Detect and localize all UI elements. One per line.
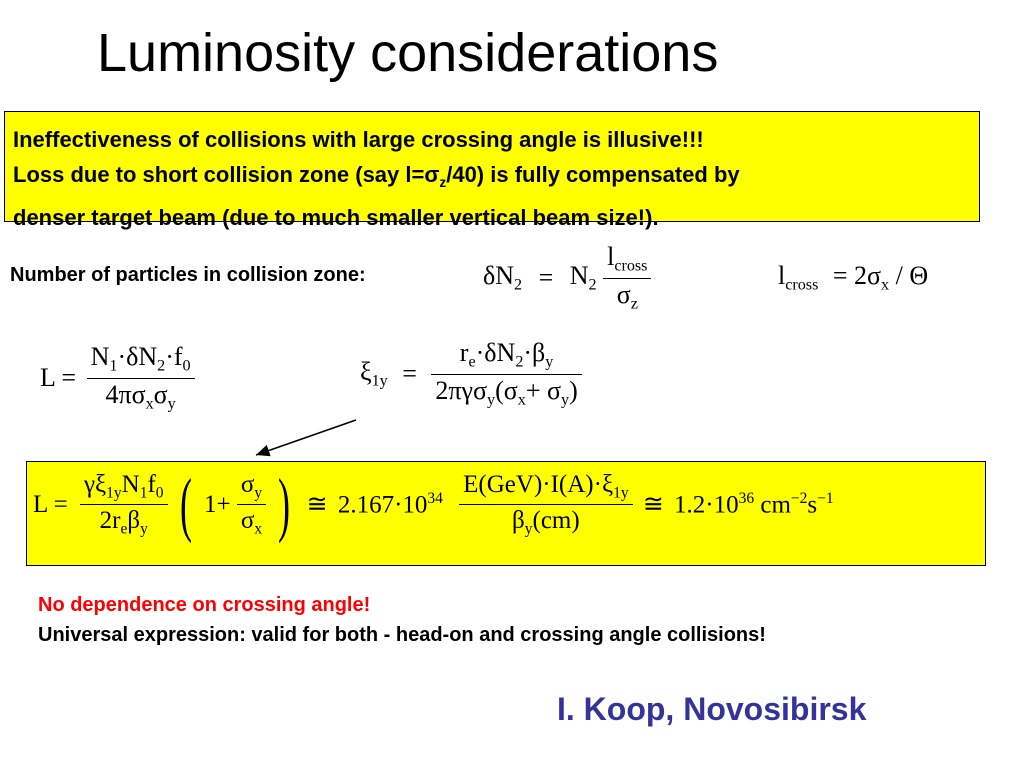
main-fraction-3 <box>459 472 632 537</box>
main-formula-box <box>26 461 986 566</box>
xi-num-b: ·δN <box>475 338 516 367</box>
main-den2: σ <box>240 506 255 534</box>
xi-eq: = <box>402 359 417 389</box>
note-line-3: denser target beam (due to much smaller vertical beam size!). <box>13 204 659 230</box>
main-fraction-1 <box>80 472 168 537</box>
xi-den-c: + σ <box>525 375 562 405</box>
main-num2: σ <box>240 470 255 498</box>
xi-den-d: ) <box>569 375 578 405</box>
lum-lhs: L = <box>40 363 77 393</box>
right-paren: ) <box>278 464 291 544</box>
formula-main <box>33 464 834 544</box>
dn2-eq: = <box>538 263 554 293</box>
xi-num-a-sub: e <box>468 353 476 371</box>
xi-num-c: ·β <box>523 338 546 367</box>
main-units-s: s <box>807 491 818 519</box>
xi-den-c-sub: y <box>561 391 570 409</box>
main-num1-a-sub: 1y <box>106 484 122 501</box>
main-coef-exp: 34 <box>427 489 443 507</box>
lcross-lhs: l <box>778 261 786 290</box>
main-lhs: L = <box>33 490 68 518</box>
left-paren: ( <box>179 464 192 544</box>
lcross-tail: / Θ <box>889 261 929 290</box>
lum-num-a: N <box>90 342 110 371</box>
dn2-n-sub: 2 <box>588 276 597 294</box>
lum-num-b: ·δN <box>117 342 158 371</box>
main-num1-c: f <box>147 470 156 498</box>
lum-den-b: σ <box>153 379 168 409</box>
xi-lhs: ξ <box>360 356 372 386</box>
main-num1-c-sub: 0 <box>155 484 164 501</box>
main-den3-a-sub: y <box>524 519 533 537</box>
lcross-lhs-sub: cross <box>785 276 819 294</box>
main-approx-1: ≅ <box>306 490 328 518</box>
dn2-num: l <box>607 242 615 271</box>
main-den3-a: β <box>512 506 525 534</box>
main-num1-b: N <box>121 470 140 498</box>
main-den1-a-sub: e <box>120 519 128 537</box>
particles-label: Number of particles in collision zone: <box>10 264 366 286</box>
formula-xi-1y <box>360 340 582 409</box>
main-num1-b-sub: 1 <box>139 484 148 501</box>
lum-den-a-sub: x <box>145 395 154 413</box>
xi-num-b-sub: 2 <box>515 353 524 371</box>
lum-den-a: 4πσ <box>105 379 146 409</box>
main-den1-b-sub: y <box>140 519 148 537</box>
xi-den-a-sub: y <box>487 391 496 409</box>
main-num1-a: γξ <box>83 470 107 498</box>
xi-fraction <box>431 340 581 409</box>
main-units-cm: cm <box>754 491 791 519</box>
main-num3-a: E(GeV)·I(A)·ξ <box>463 470 614 498</box>
lum-fraction <box>87 344 195 413</box>
dn2-n: N <box>569 260 589 290</box>
main-one-plus: 1+ <box>204 490 231 518</box>
note-line-2-prefix: Loss due to short collision zone (say l=σ <box>13 162 440 187</box>
main-units-s-exp: −1 <box>817 489 834 507</box>
author-credit: I. Koop, Novosibirsk <box>557 691 867 727</box>
main-den1-b: β <box>127 506 141 534</box>
lum-num-b-sub: 2 <box>157 357 166 375</box>
lum-num-a-sub: 1 <box>109 357 118 375</box>
main-den1-a: 2r <box>99 506 121 534</box>
xi-num-c-sub: y <box>545 353 554 371</box>
dn2-den-sub: z <box>630 295 638 313</box>
universal-expression-note: Universal expression: valid for both - head-on and crossing angle collisions! <box>38 624 766 646</box>
note-line-2-sub: z <box>439 174 447 190</box>
formula-l-cross <box>778 263 928 294</box>
main-num3-a-sub: 1y <box>613 484 629 501</box>
main-result: 1.2·10 <box>674 491 739 519</box>
note-line-1: Ineffectiveness of collisions with large crossing angle is illusive!!! <box>13 127 704 152</box>
main-fraction-2 <box>237 472 266 537</box>
main-den2-sub: x <box>254 519 263 537</box>
note-line-2 <box>13 157 971 200</box>
lum-den-b-sub: y <box>167 395 176 413</box>
formula-delta-n2 <box>483 244 651 313</box>
main-num2-sub: y <box>254 484 263 501</box>
xi-den-b: (σ <box>495 375 518 405</box>
lcross-sub: x <box>881 276 890 294</box>
xi-den-b-sub: x <box>517 391 526 409</box>
main-units-cm-exp: −2 <box>790 489 808 507</box>
slide-title: Luminosity considerations <box>97 23 719 83</box>
main-coef: 2.167·10 <box>337 491 428 519</box>
xi-lhs-sub: 1y <box>371 372 388 390</box>
lum-num-c-sub: 0 <box>182 357 191 375</box>
lcross-eq: = 2σ <box>832 261 882 290</box>
no-dependence-note: No dependence on crossing angle! <box>38 594 371 616</box>
main-approx-2: ≅ <box>642 490 664 518</box>
main-den3-b: (cm) <box>532 506 580 534</box>
dn2-num-sub: cross <box>614 257 648 275</box>
dn2-lhs-sub: 2 <box>514 276 523 294</box>
xi-num-a: r <box>459 338 469 367</box>
dn2-fraction <box>603 244 651 313</box>
xi-den-a: 2πγσ <box>435 375 488 405</box>
note-line-2-suffix: /40) is fully compensated by <box>446 162 740 187</box>
main-result-exp: 36 <box>738 489 755 507</box>
arrow-line <box>256 420 356 455</box>
highlight-note <box>4 111 980 230</box>
lum-num-c: ·f <box>165 342 183 371</box>
formula-luminosity <box>40 344 195 413</box>
dn2-den: σ <box>616 279 631 309</box>
dn2-lhs: δN <box>483 260 515 290</box>
